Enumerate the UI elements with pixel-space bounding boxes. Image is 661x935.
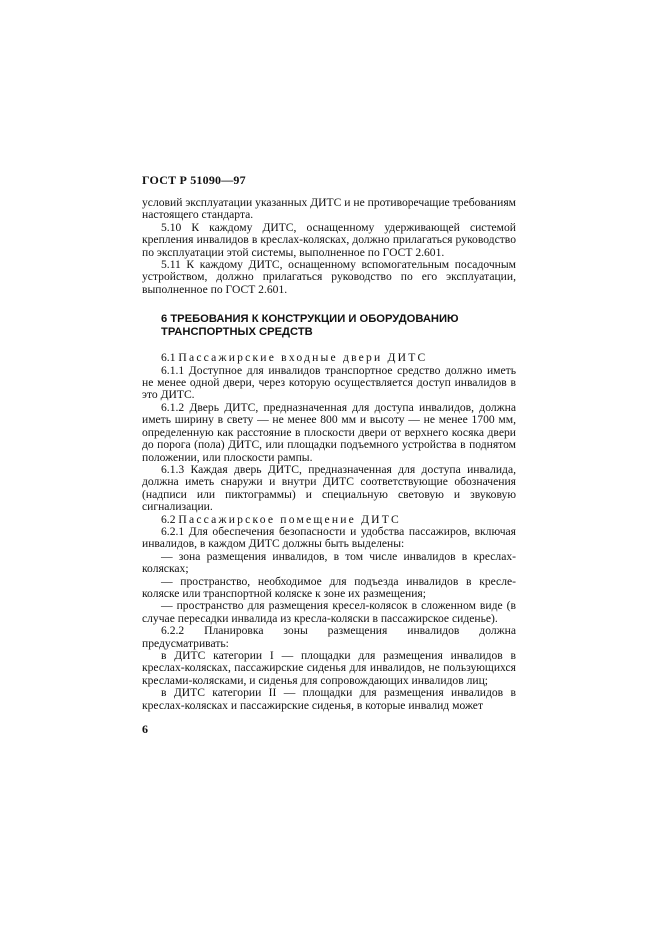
paragraph-5-10: 5.10 К каждому ДИТС, оснащенному удерживающей системой крепления инвалидов в креслах-колясках, должно прилагаться руководство по эксплуатации этой системы, выполненное по ГОСТ 2.601.	[142, 220, 516, 259]
paragraph-continuation: условий эксплуатации указанных ДИТС и не противоречащие требованиям настоящего стандарта.	[142, 196, 516, 222]
section-6-title	[142, 313, 516, 339]
list-item-dash: — пространство для размещения кресел-колясок в сложенном виде (в случае пересадки инвалида из кресла-коляски в пассажирское сиденье).	[142, 599, 516, 625]
subsection-6-1-number: 6.1	[161, 351, 176, 365]
section-6-title-line1: 6 ТРЕБОВАНИЯ К КОНСТРУКЦИИ И ОБОРУДОВАНИЮ	[161, 313, 459, 326]
subsection-6-2-title: Пассажирское помещение ДИТС	[178, 512, 401, 526]
subsection-6-1-title: Пассажирские входные двери ДИТС	[178, 351, 428, 365]
paragraph-6-1-2: 6.1.2 Дверь ДИТС, предназначенная для доступа инвалидов, должна иметь ширину в свету — не менее 800 мм и высоту — не менее 1700 мм, определенную как расстояние в плоскости двери от верхнего косяка двери до порога (пола) ДИТС, или площадки подъемного устройства в поднятом положении, или плоскости рампы.	[142, 400, 516, 464]
paragraph-6-1-3: 6.1.3 Каждая дверь ДИТС, предназначенная для доступа инвалида, должна иметь снаружи и внутри ДИТС соответствующие обозначения (надписи или пиктограммы) и специальную световую и звуковую сигнализации.	[142, 462, 516, 514]
page-number: 6	[142, 722, 148, 736]
paragraph-6-2-2: 6.2.2 Планировка зоны размещения инвалидов должна предусматривать:	[142, 624, 516, 650]
paragraph-6-2-1: 6.2.1 Для обеспечения безопасности и удобства пассажиров, включая инвалидов, в каждом ДИТС должны быть выделены:	[142, 524, 516, 551]
subsection-6-1-heading	[142, 352, 516, 364]
subsection-6-2-number: 6.2	[161, 512, 176, 526]
page-body	[142, 197, 516, 712]
list-item-dash: — зона размещения инвалидов, в том числе инвалидов в креслах-колясках;	[142, 549, 516, 576]
document-header: ГОСТ Р 51090—97	[142, 173, 246, 187]
paragraph-category-ii: в ДИТС категории II — площадки для размещения инвалидов в креслах-колясках и пассажирские сиденья, в которые инвалид может	[142, 686, 516, 712]
section-6-title-line2: ТРАНСПОРТНЫХ СРЕДСТВ	[161, 326, 313, 339]
paragraph-category-i: в ДИТС категории I — площадки для размещения инвалидов в креслах-колясках, пассажирские сиденья для инвалидов, не пользующихся креслами-колясками, и сиденья для сопровождающих инвалидов лиц;	[142, 649, 516, 687]
paragraph-5-11: 5.11 К каждому ДИТС, оснащенному вспомогательным посадочным устройством, должно прилагаться руководство по его эксплуатации, выполненное по ГОСТ 2.601.	[142, 258, 516, 296]
list-item-dash: — пространство, необходимое для подъезда инвалидов в кресле-коляске или транспортной коляске к зоне их размещения;	[142, 574, 516, 600]
paragraph-6-1-1: 6.1.1 Доступное для инвалидов транспортное средство должно иметь не менее одной двери, через которую осуществляется доступ инвалидов в это ДИТС.	[142, 363, 516, 402]
